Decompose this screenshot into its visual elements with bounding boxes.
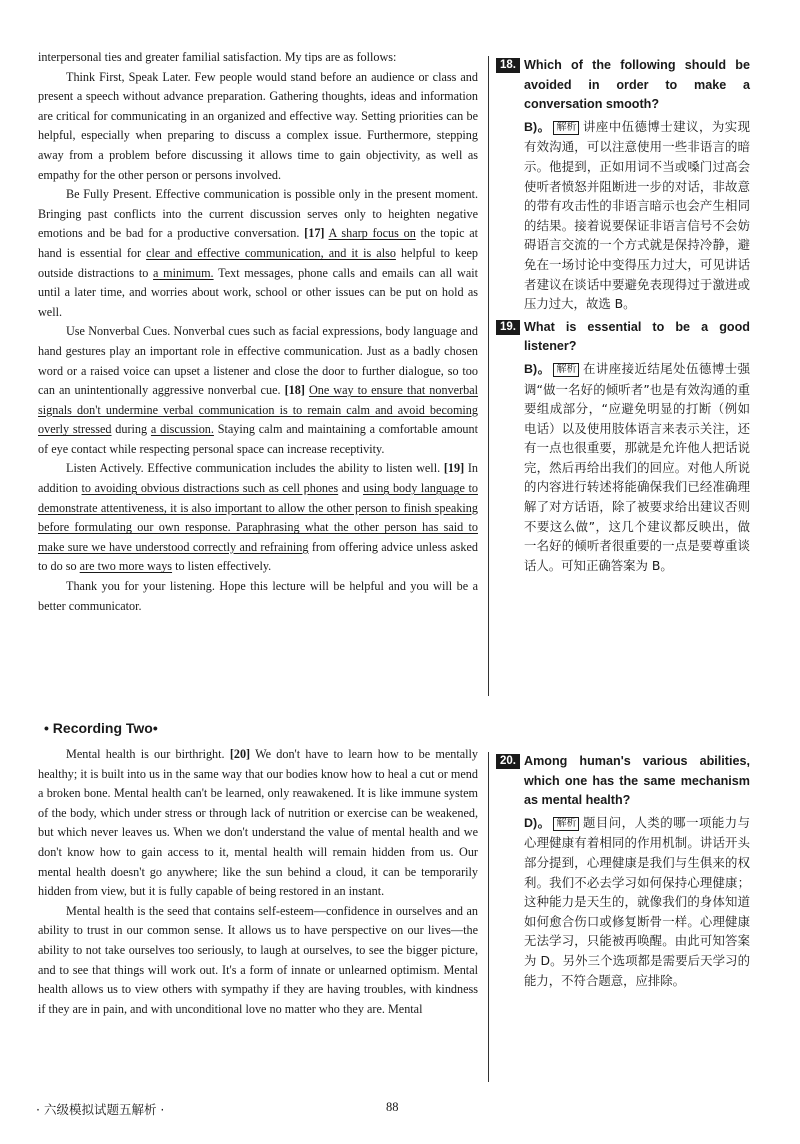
page-number: 88 (386, 1100, 399, 1114)
paragraph: Listen Actively. Effective communication includes the ability to listen well. [19] In addition to avoiding obvious distractions such as cell phones and using body language to demonstrate attentiveness, it is also important to allow the other person to finish speaking before formulating our own response. Paraphrasing what the other person has said to make sure we have understood correctly and refraining from offering advice unless asked to do so are two more ways to listen effectively. (38, 461, 478, 574)
analysis-tag: 解析 (553, 121, 579, 135)
column-divider (488, 56, 489, 696)
paragraph: Use Nonverbal Cues. Nonverbal cues such as facial expressions, body language and hand gestures play an important role in effective communication. Just as a badly chosen word or a raised voice can upset a listener and close the door to further dialogue, so too can an unintentionally aggressive nonverbal cue. [18] One way to ensure that nonverbal signals don't undermine verbal communication is to remain calm and avoid becoming overly stressed during a discussion. Staying calm and maintaining a comfortable amount of eye contact while respecting personal space can increase receptivity. (38, 324, 479, 456)
recording-one-text (38, 48, 478, 616)
paragraph: Mental health is our birthright. [20] We don't have to learn how to be mentally healthy; it is built into us in the same way that our bodies know how to heal a cut or mend a broken bone. Mental health can't be learned, only reawakened. It is like immune system of the body, which under stress or through lack of nutrition or exercise can be weakened, but which never leaves us. When we don't understand the value of mental health and we don't know how to gain access to it, mental health will remain hidden from us. Our mental health doesn't go anywhere; like the sun behind a cloud, it can be temporarily hidden from view, but it is fully capable of being restored in an instant. (38, 747, 479, 899)
question-18-explanation: B)。 解析 讲座中伍德博士建议，为实现有效沟通，可以注意使用一些非语言的暗示。他提到，正如用词不当或嗓门过高会使听者愤怒并阻断进一步的对话，非故意的带有攻击性的非语言暗示也会产生相同的结果。接着说要保证非语言信号不会妨碍语言交流的一个方式就是保持冷静，避免在一场讨论中变得压力过大，可见讲话者建议在谈话中要避免表现得过于激进或压力过大，故选 B。 (524, 118, 751, 312)
question-marker: [19] (443, 461, 465, 476)
question-20-explanation: D)。 解析 题目问，人类的哪一项能力与心理健康有着相同的作用机制。讲话开头部分提到，心理健康是我们与生俱来的权利。我们不必去学习如何保持心理健康；这种能力是天生的，就像我们的身体知道如何愈合伤口或修复断骨一样。心理健康无法学习，只能被再唤醒。由此可知答案为 D。另外三个选项都是需要后天学习的能力，不符合题意，应排除。 (524, 814, 751, 988)
paragraph: interpersonal ties and greater familial satisfaction. My tips are as follows: (38, 50, 397, 64)
answer-label: B)。 (524, 119, 551, 134)
paragraph: Mental health is the seed that contains self-esteem—confidence in ourselves and an ability to trust in our common sense. It allows us to have perspective on our lives—the ability to not take ourselves too seriously, to laugh at ourselves, to see the bigger picture, and to see that things will work out. It's a form of innate or unlearned optimism. Mental health allows us to view others with sympathy if they are having troubles, with kindness if they are in pain, and with unconditional love no matter who they are. Mental (38, 903, 478, 1016)
analysis-block (496, 752, 750, 990)
question-number-badge: 19. (496, 320, 520, 335)
analysis-tag: 解析 (553, 363, 579, 377)
question-19-explanation: B)。 解析 在讲座接近结尾处伍德博士强调“做一名好的倾听者”也是有效沟通的重要组成部分，“应避免明显的打断（例如电话）以及使用肢体语言来表示关注，还有一点也很重要，那就是允许他人把话说完，然后再给出我们的回应。对他人所说的内容进行转述将能确保我们已经准确理解了对方话语，除了被要求给出建议否则不要这么做”，这几个建议都反映出，做一名好的倾听者很重要的一点是要尊重谈话人。可知正确答案为 B。 (524, 360, 751, 573)
answer-label: D)。 (524, 815, 551, 830)
answer-label: B)。 (524, 361, 551, 376)
question-marker: [20] (229, 747, 251, 761)
column-divider (488, 752, 489, 1082)
question-18-title: 18. Which of the following should be avoided in order to make a conversation smooth? (496, 56, 750, 115)
question-20-title: 20. Among human's various abilities, which one has the same mechanism as mental health? (496, 752, 750, 811)
recording-two-text (38, 745, 478, 1019)
analysis-block (496, 56, 750, 575)
question-marker: [17] (304, 226, 325, 241)
paragraph: Thank you for your listening. Hope this lecture will be helpful and you will be a better communicator. (38, 579, 478, 613)
paragraph: Think First, Speak Later. Few people would stand before an audience or class and present a speech without advance preparation. Gathering thoughts, ideas and information are critical for communicating in an organized and effective way. Setting priorities can be helpful, especially when preparing to discuss a complex issue. Furthermore, stepping away from a problem before discussing it allows time to gain objectivity, as well as empathy for the other person or persons involved. (38, 69, 478, 182)
question-marker: [18] (284, 383, 305, 398)
question-number-badge: 18. (496, 58, 520, 73)
recording-two-heading: • Recording Two• (44, 720, 158, 736)
footer-label: · 六级模拟试题五解析 · (36, 1102, 165, 1117)
paragraph: Be Fully Present. Effective communication is possible only in the present moment. Bringing past conflicts into the current discussion serves only to heighten negative emotions and be bad for a productive conversation. [17] A sharp focus on the topic at hand is essential for clear and effective communication, and it is also helpful to keep outside distractions to a minimum. Text messages, phone calls and emails can all wait until a later time, and worries about work, school or other issues can be put on hold as well. (38, 187, 479, 319)
question-19-title: 19. What is essential to be a good listener? (496, 318, 750, 357)
analysis-tag: 解析 (553, 817, 579, 831)
question-number-badge: 20. (496, 754, 520, 769)
